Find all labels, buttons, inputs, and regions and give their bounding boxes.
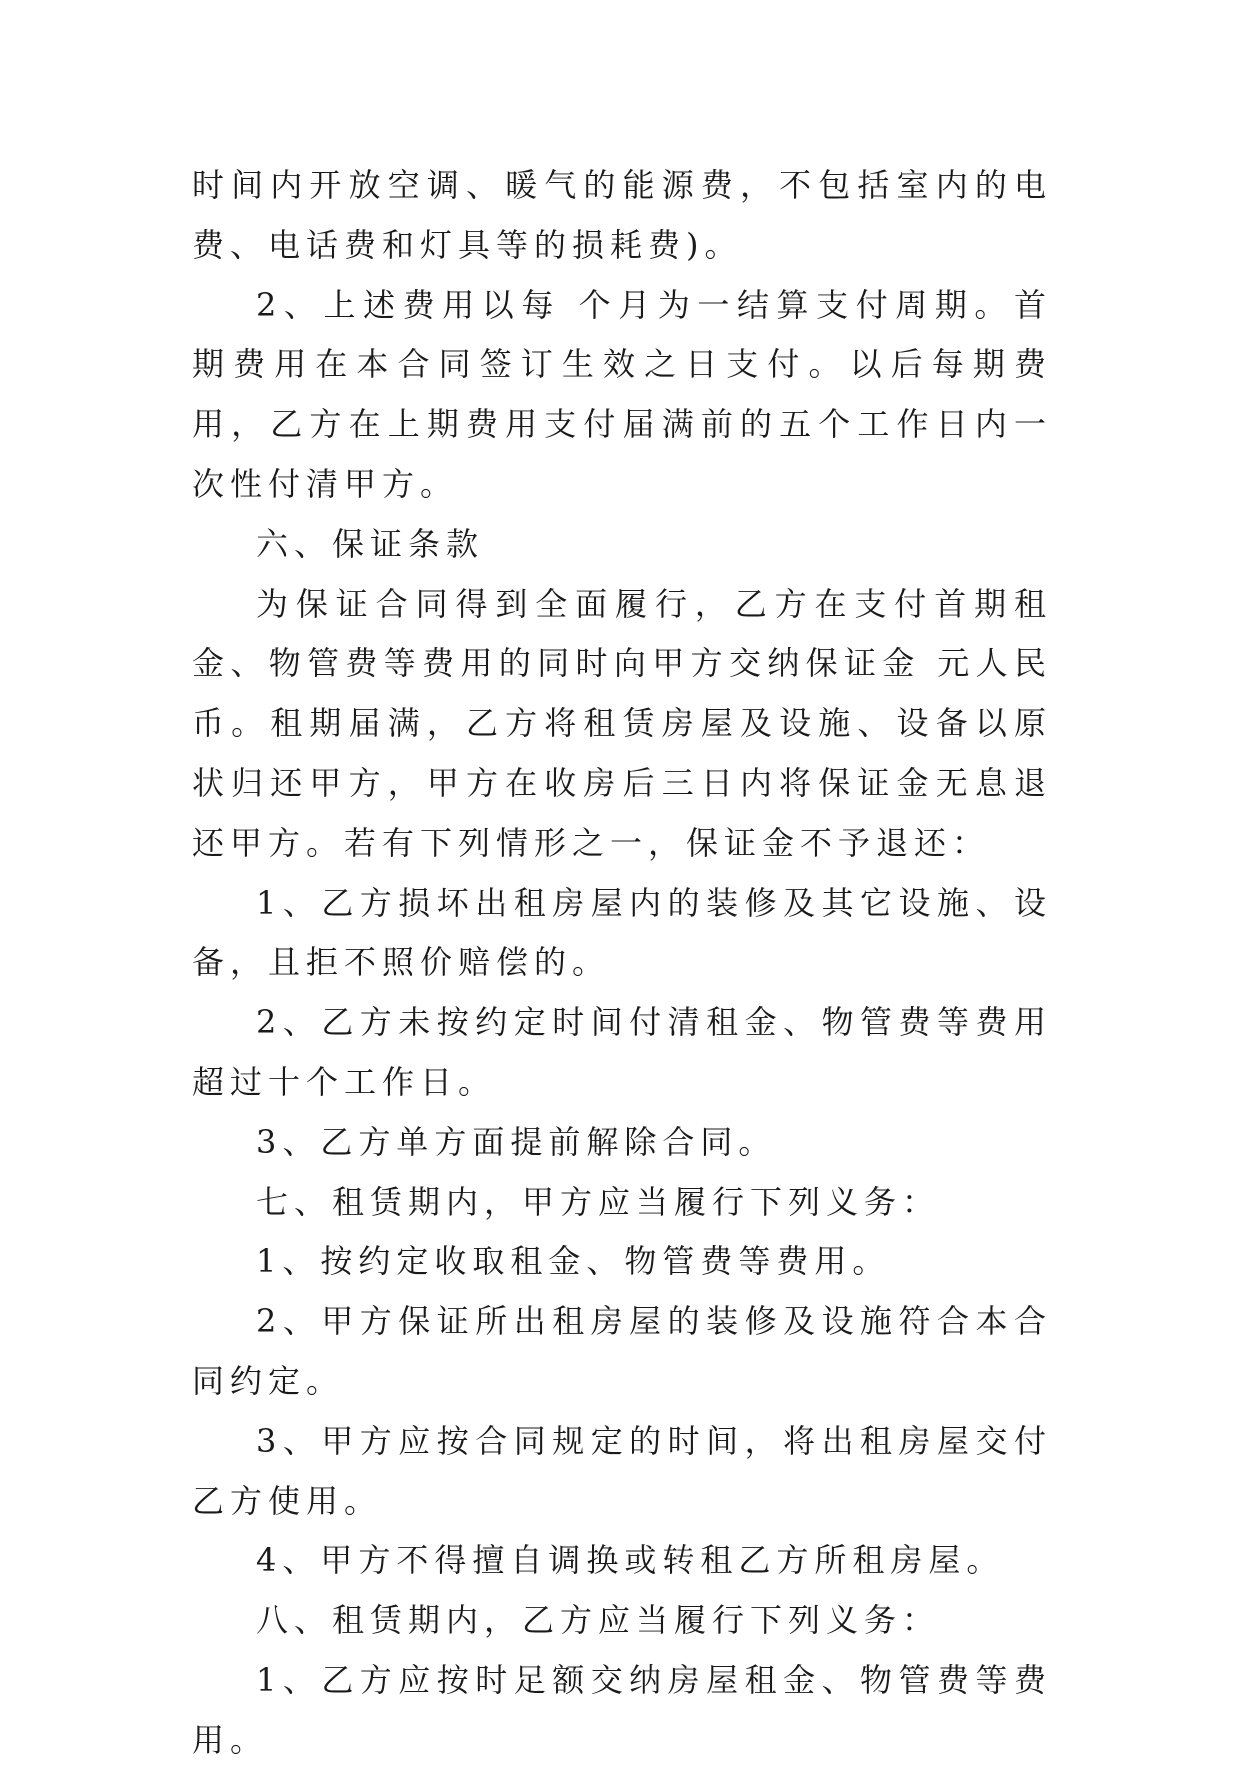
paragraph-energy-fee-continuation: 时间内开放空调、暖气的能源费，不包括室内的电费、电话费和灯具等的损耗费)。: [192, 166, 1052, 264]
list-item-party-a-collect-fees: 1、按约定收取租金、物管费等费用。: [256, 1242, 891, 1281]
paragraph-guarantee-deposit: 为保证合同得到全面履行，乙方在支付首期租金、物管费等费用的同时向甲方交纳保证金 元人民币。租期届满，乙方将租赁房屋及设施、设备以原状归还甲方，甲方在收房后三日内将保证金无息退还甲方。若有下列情形之一，保证金不予退还：: [192, 584, 1052, 862]
contract-body: [192, 156, 1052, 1771]
paragraph-fee-payment-cycle: 2、上述费用以每 个月为一结算支付周期。首期费用在本合同签订生效之日支付。以后每期费用，乙方在上期费用支付届满前的五个工作日内一次性付清甲方。: [192, 285, 1052, 503]
list-item-late-payment: 2、乙方未按约定时间付清租金、物管费等费用超过十个工作日。: [192, 1003, 1052, 1101]
list-item-party-a-deliver-house: 3、甲方应按合同规定的时间，将出租房屋交付乙方使用。: [192, 1421, 1052, 1520]
section-heading-party-a-obligations: 七、租赁期内，甲方应当履行下列义务：: [256, 1182, 941, 1221]
section-heading-guarantee: 六、保证条款: [256, 524, 485, 563]
list-item-early-termination: 3、乙方单方面提前解除合同。: [256, 1122, 777, 1161]
list-item-party-a-guarantee-decoration: 2、甲方保证所出租房屋的装修及设施符合本合同约定。: [192, 1302, 1052, 1400]
list-item-party-a-no-sublet: 4、甲方不得擅自调换或转租乙方所租房屋。: [256, 1541, 1005, 1580]
list-item-party-b-pay-rent: 1、乙方应按时足额交纳房屋租金、物管费等费用。: [192, 1660, 1052, 1759]
list-item-damage: 1、乙方损坏出租房屋内的装修及其它设施、设备，且拒不照价赔偿的。: [192, 883, 1052, 982]
section-heading-party-b-obligations: 八、租赁期内，乙方应当履行下列义务：: [256, 1601, 941, 1640]
